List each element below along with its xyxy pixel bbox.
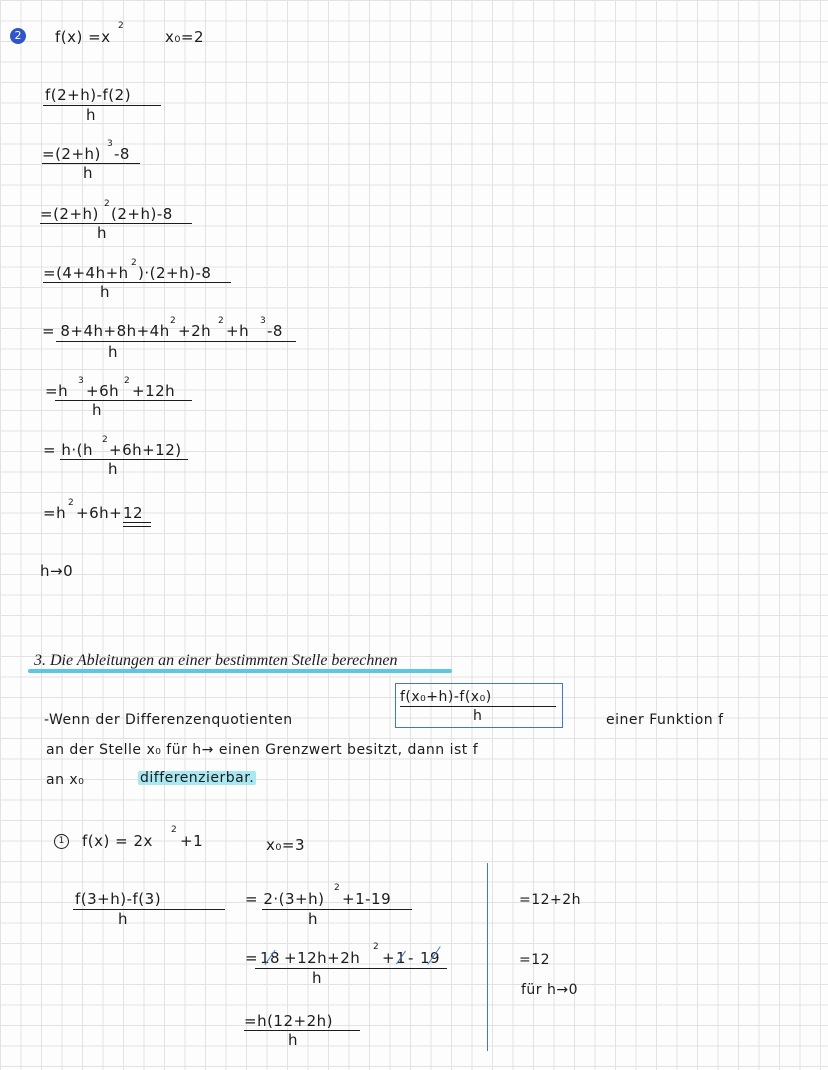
differentiable-term: differenzierbar. (140, 770, 255, 786)
fraction-bar (262, 909, 412, 910)
section-heading: 3. Die Ableitungen an einer bestimmten Stelle berechnen (34, 652, 398, 669)
step1-exponent: 3 (107, 139, 113, 149)
step5-numerator: =h (45, 382, 69, 400)
step5-exponent-a: 3 (78, 376, 84, 386)
fraction-bar (400, 706, 556, 707)
step7-expression: =h (43, 504, 67, 522)
step4-mid2: +h (226, 322, 250, 340)
step2-denominator: h (97, 224, 108, 242)
result-line1: =12+2h (519, 892, 582, 908)
step2-plus: + (382, 949, 396, 967)
dq-denominator: h (118, 910, 129, 928)
step2-mid: +12h+2h (284, 949, 361, 967)
step7-result: 12 (123, 504, 144, 522)
x0-value: x₀=3 (266, 836, 306, 854)
step2-exponent: 2 (373, 942, 379, 952)
step3-denominator: h (288, 1031, 299, 1049)
step1-denominator: h (83, 164, 94, 182)
dq-denominator: h (86, 106, 97, 124)
step3-exponent: 2 (131, 258, 137, 268)
step3-numerator: =(4+4h+h (43, 264, 129, 282)
step3-denominator: h (100, 283, 111, 301)
step1-exponent: 2 (334, 883, 340, 893)
step2-cancelled-18: 18 (260, 949, 281, 967)
fraction-bar (73, 909, 225, 910)
problem-number-badge: 2 (10, 28, 26, 44)
step4-mid: +2h (178, 322, 212, 340)
function-definition: f(x) =x (55, 28, 111, 46)
function-exponent: 2 (171, 825, 177, 835)
step2-cancelled-19: 19 (420, 949, 441, 967)
step1-denominator: h (308, 910, 319, 928)
step2-minus: - (408, 949, 414, 967)
problem-number-badge: 1 (54, 834, 69, 849)
step6-exponent: 2 (102, 435, 108, 445)
step4-numerator: = 8+4h+8h+4h (42, 322, 170, 340)
step2-exponent: 2 (104, 199, 110, 209)
definition-line3-start: an x₀ (46, 772, 85, 788)
fraction-bar (43, 105, 161, 106)
step3-rest: )·(2+h)-8 (138, 264, 212, 282)
step4-rest: -8 (267, 322, 283, 340)
fraction-bar (56, 341, 296, 342)
limit-note: h→0 (40, 562, 74, 580)
step7-exponent: 2 (68, 498, 74, 508)
step5-rest: +12h (132, 382, 176, 400)
step5-mid: +6h (86, 382, 120, 400)
step6-rest: +6h+12) (109, 441, 182, 459)
step5-denominator: h (92, 401, 103, 419)
step4-exponent-a: 2 (170, 316, 176, 326)
step1-rest: -8 (114, 145, 130, 163)
fraction-bar (60, 459, 188, 460)
definition-line1-start: -Wenn der Differenzenquotienten (44, 712, 293, 728)
divider-line (487, 863, 488, 1051)
dq-numerator: f(3+h)-f(3) (75, 890, 162, 908)
box-denominator: h (473, 708, 483, 724)
step3-numerator: =h(12+2h) (244, 1012, 333, 1030)
x0-value: x₀=2 (165, 28, 205, 46)
step1-numerator: =(2+h) (42, 145, 101, 163)
step2-denominator: h (312, 969, 323, 987)
result-underline (123, 522, 151, 523)
definition-line2: an der Stelle x₀ für h→ einen Grenzwert besitzt, dann ist f (46, 742, 479, 758)
step1-rest: +1-19 (342, 890, 392, 908)
function-definition: f(x) = 2x (82, 832, 153, 850)
dq-numerator: f(2+h)-f(2) (45, 86, 132, 104)
step7-mid: +6h+ (76, 504, 123, 522)
step4-exponent-c: 3 (260, 316, 266, 326)
step5-exponent-b: 2 (124, 376, 130, 386)
function-exponent: 2 (118, 21, 124, 31)
step4-exponent-b: 2 (218, 316, 224, 326)
result-line2: =12 (519, 952, 551, 968)
step2-numerator: =(2+h) (40, 205, 99, 223)
fraction-bar (244, 1030, 360, 1031)
step1-numerator: = 2·(3+h) (245, 890, 325, 908)
box-numerator: f(x₀+h)-f(x₀) (400, 689, 492, 705)
step2-prefix: = (245, 949, 259, 967)
fraction-bar (55, 400, 192, 401)
step2-cancelled-1: 1 (396, 949, 407, 967)
function-rest: +1 (180, 832, 204, 850)
step4-denominator: h (108, 343, 119, 361)
step2-rest: (2+h)-8 (111, 205, 173, 223)
result-underline (123, 526, 151, 527)
step6-denominator: h (108, 460, 119, 478)
fraction-bar (43, 282, 231, 283)
step6-numerator: = h·(h (43, 441, 93, 459)
result-line3: für h→0 (521, 982, 579, 998)
fraction-bar (40, 223, 192, 224)
definition-line1-end: einer Funktion f (606, 712, 724, 728)
fraction-bar (255, 968, 447, 969)
